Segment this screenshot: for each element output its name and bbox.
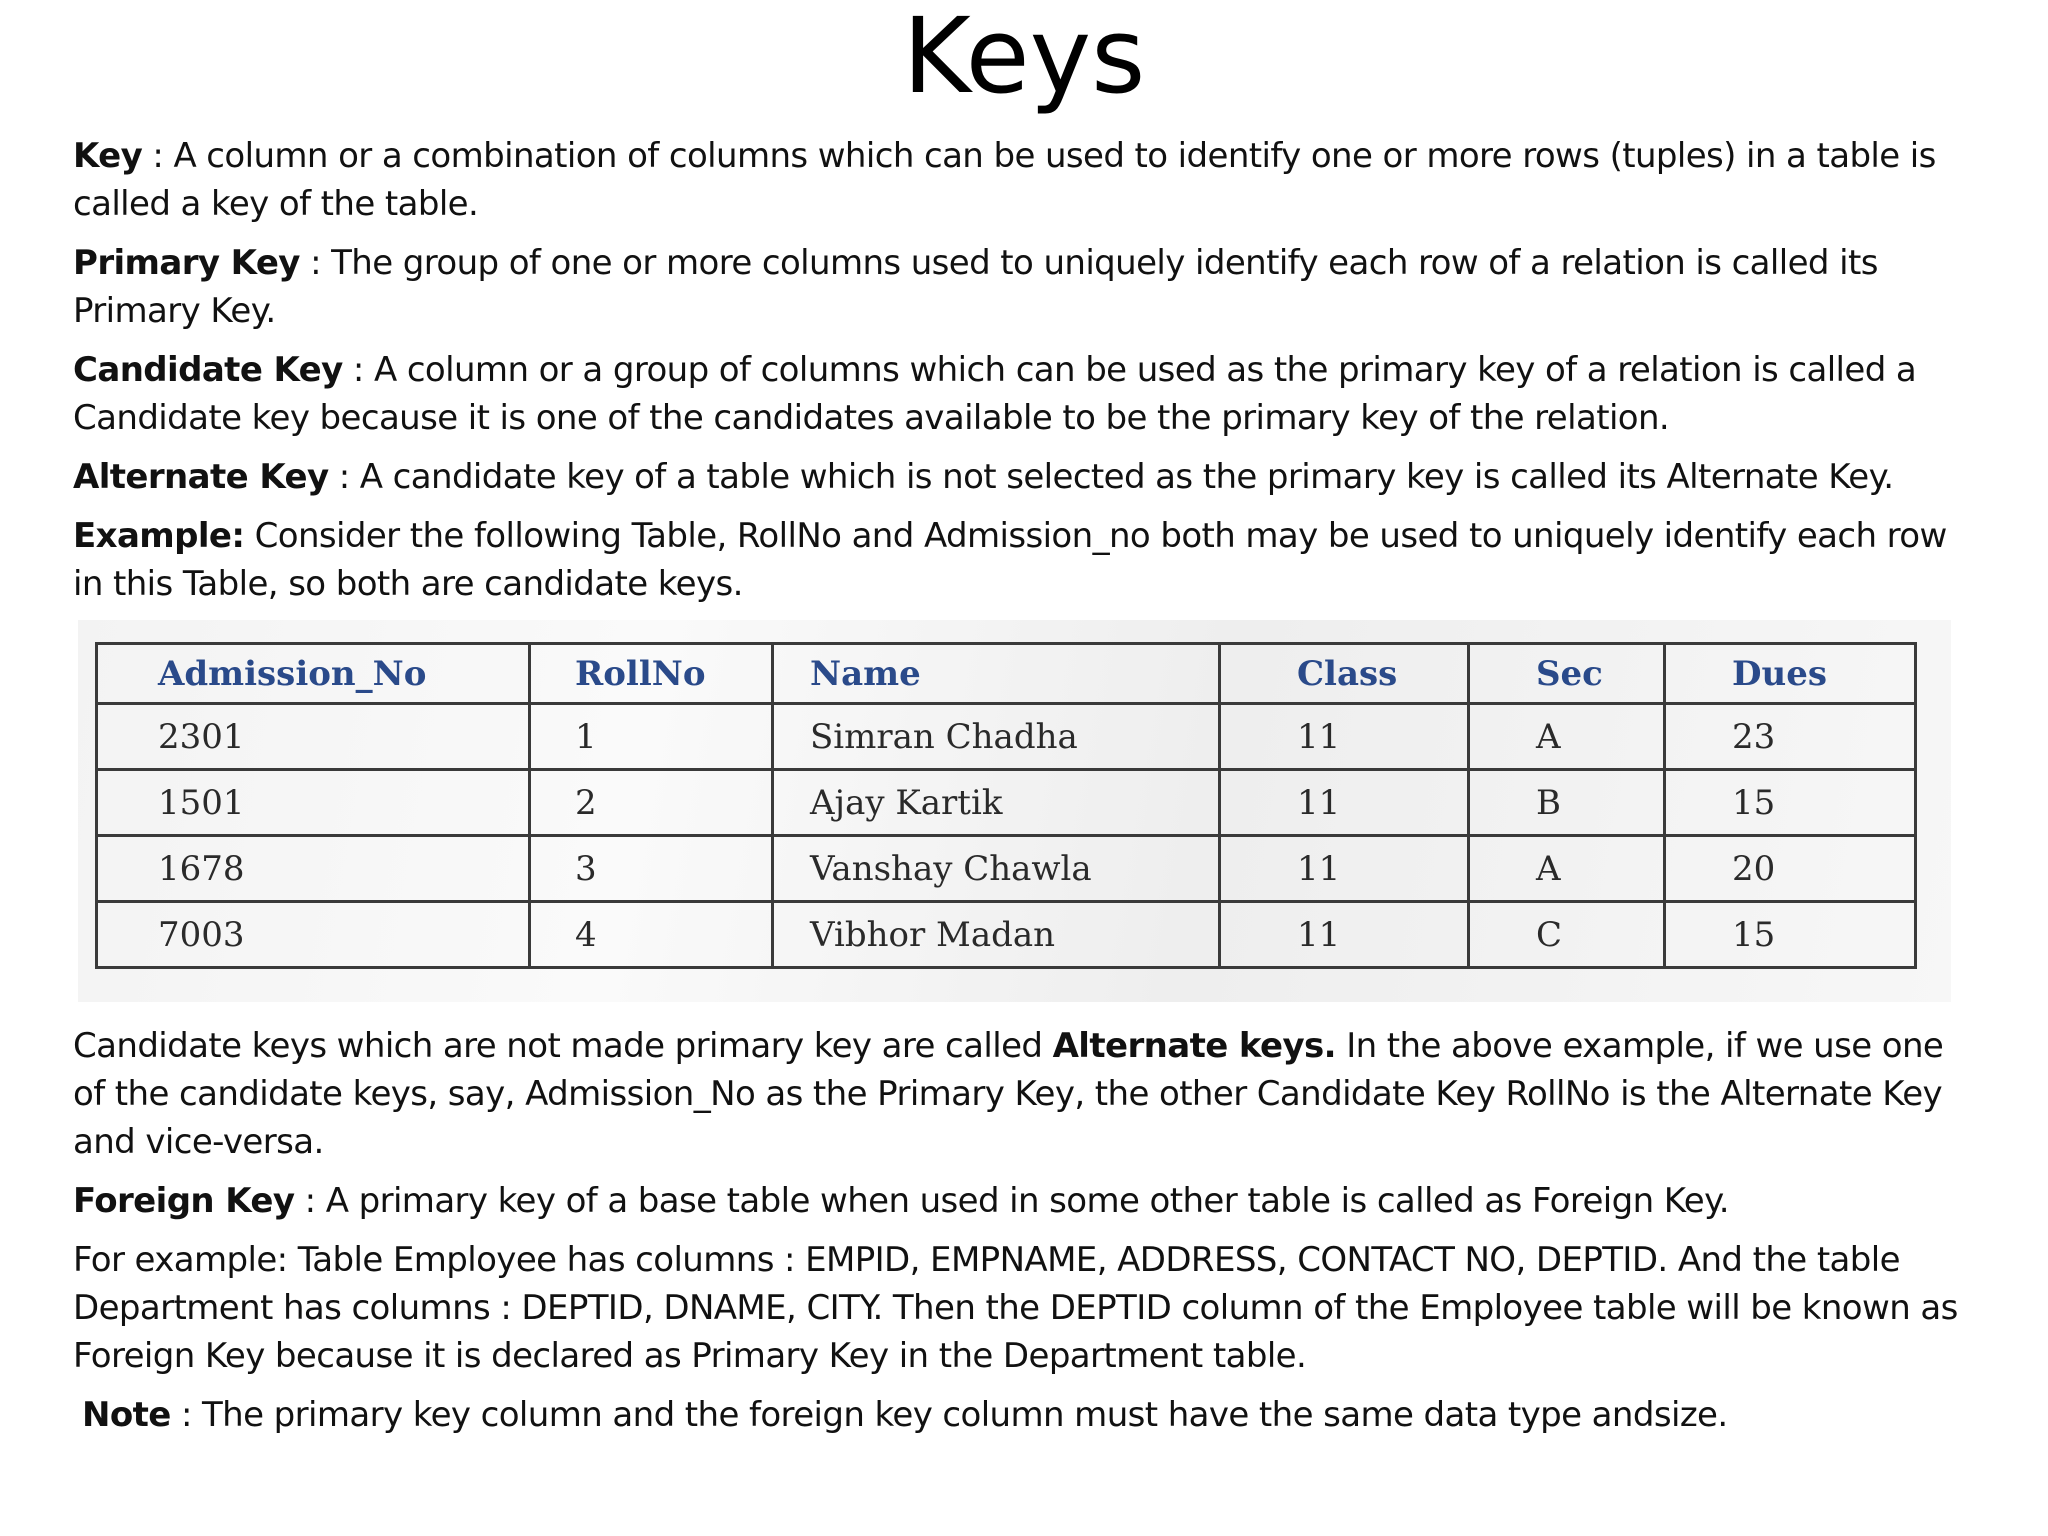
primary-key-definition-text: : The group of one or more columns used to uniquely identify each row of a relation is called its Primary Key. bbox=[73, 243, 1878, 331]
term-note: Note bbox=[82, 1395, 171, 1435]
candidate-key-definition bbox=[73, 346, 1973, 442]
table-header-row bbox=[97, 644, 1916, 704]
header-dues: Dues bbox=[1665, 644, 1916, 704]
cell-rollno: 4 bbox=[530, 902, 773, 968]
cell-class: 11 bbox=[1220, 902, 1469, 968]
key-definition bbox=[73, 132, 1973, 228]
cell-rollno: 2 bbox=[530, 770, 773, 836]
cell-dues: 15 bbox=[1665, 770, 1916, 836]
table-row bbox=[97, 836, 1916, 902]
note-text: : The primary key column and the foreign key column must have the same data type andsize. bbox=[170, 1395, 1728, 1435]
term-candidate-key: Candidate Key bbox=[73, 350, 343, 390]
cell-name: Ajay Kartik bbox=[773, 770, 1220, 836]
cell-admission-no: 1501 bbox=[97, 770, 530, 836]
term-example: Example: bbox=[73, 516, 245, 556]
cell-rollno: 3 bbox=[530, 836, 773, 902]
alternate-key-definition bbox=[73, 453, 1973, 501]
alternate-key-definition-text: : A candidate key of a table which is not selected as the primary key is called its Alternate Key. bbox=[328, 457, 1894, 497]
cell-class: 11 bbox=[1220, 704, 1469, 770]
alternate-keys-text-pre: Candidate keys which are not made primary key are called bbox=[73, 1026, 1053, 1066]
cell-dues: 23 bbox=[1665, 704, 1916, 770]
student-table-image bbox=[78, 620, 1951, 1002]
example-paragraph bbox=[73, 512, 1973, 608]
cell-sec: B bbox=[1469, 770, 1665, 836]
table-row bbox=[97, 902, 1916, 968]
cell-rollno: 1 bbox=[530, 704, 773, 770]
cell-sec: C bbox=[1469, 902, 1665, 968]
cell-dues: 15 bbox=[1665, 902, 1916, 968]
table-row bbox=[97, 704, 1916, 770]
header-rollno: RollNo bbox=[530, 644, 773, 704]
foreign-key-definition-text: : A primary key of a base table when used in some other table is called as Foreign Key. bbox=[294, 1181, 1729, 1221]
cell-name: Vibhor Madan bbox=[773, 902, 1220, 968]
page-title: Keys bbox=[902, 0, 1146, 117]
term-foreign-key: Foreign Key bbox=[73, 1181, 295, 1221]
foreign-key-definition bbox=[73, 1177, 1973, 1225]
header-admission-no: Admission_No bbox=[97, 644, 530, 704]
alternate-keys-paragraph bbox=[73, 1022, 1973, 1166]
cell-admission-no: 7003 bbox=[97, 902, 530, 968]
cell-dues: 20 bbox=[1665, 836, 1916, 902]
cell-class: 11 bbox=[1220, 770, 1469, 836]
alternate-keys-text-post: In the above example, if we use one of the candidate keys, say, Admission_No as the Primary Key, the other Candidate Key RollNo is the Alternate Key and vice-versa. bbox=[73, 1026, 1944, 1162]
student-table bbox=[95, 642, 1917, 969]
term-primary-key: Primary Key bbox=[73, 243, 300, 283]
cell-admission-no: 1678 bbox=[97, 836, 530, 902]
header-name: Name bbox=[773, 644, 1220, 704]
key-definition-text: : A column or a combination of columns which can be used to identify one or more rows (tuples) in a table is called a key of the table. bbox=[73, 136, 1936, 224]
example-text: Consider the following Table, RollNo and Admission_no both may be used to uniquely identify each row in this Table, so both are candidate keys. bbox=[73, 516, 1947, 604]
term-alternate-keys: Alternate keys. bbox=[1052, 1026, 1336, 1066]
foreign-key-example: For example: Table Employee has columns : EMPID, EMPNAME, ADDRESS, CONTACT NO, DEPTID. And the table Department has columns : DEPTID, DNAME, CITY. Then the DEPTID column of the Employee table will be known as Foreign Key because it is declared as Primary Key in the Department table. bbox=[73, 1240, 1958, 1376]
header-class: Class bbox=[1220, 644, 1469, 704]
table-row bbox=[97, 770, 1916, 836]
primary-key-definition bbox=[73, 239, 1973, 335]
term-alternate-key: Alternate Key bbox=[73, 457, 329, 497]
term-key: Key bbox=[73, 136, 143, 176]
candidate-key-definition-text: : A column or a group of columns which can be used as the primary key of a relation is called a Candidate key because it is one of the candidates available to be the primary key of the relation. bbox=[73, 350, 1917, 438]
note-paragraph bbox=[82, 1391, 1982, 1439]
cell-sec: A bbox=[1469, 836, 1665, 902]
cell-admission-no: 2301 bbox=[97, 704, 530, 770]
cell-class: 11 bbox=[1220, 836, 1469, 902]
cell-sec: A bbox=[1469, 704, 1665, 770]
cell-name: Vanshay Chawla bbox=[773, 836, 1220, 902]
header-sec: Sec bbox=[1469, 644, 1665, 704]
cell-name: Simran Chadha bbox=[773, 704, 1220, 770]
